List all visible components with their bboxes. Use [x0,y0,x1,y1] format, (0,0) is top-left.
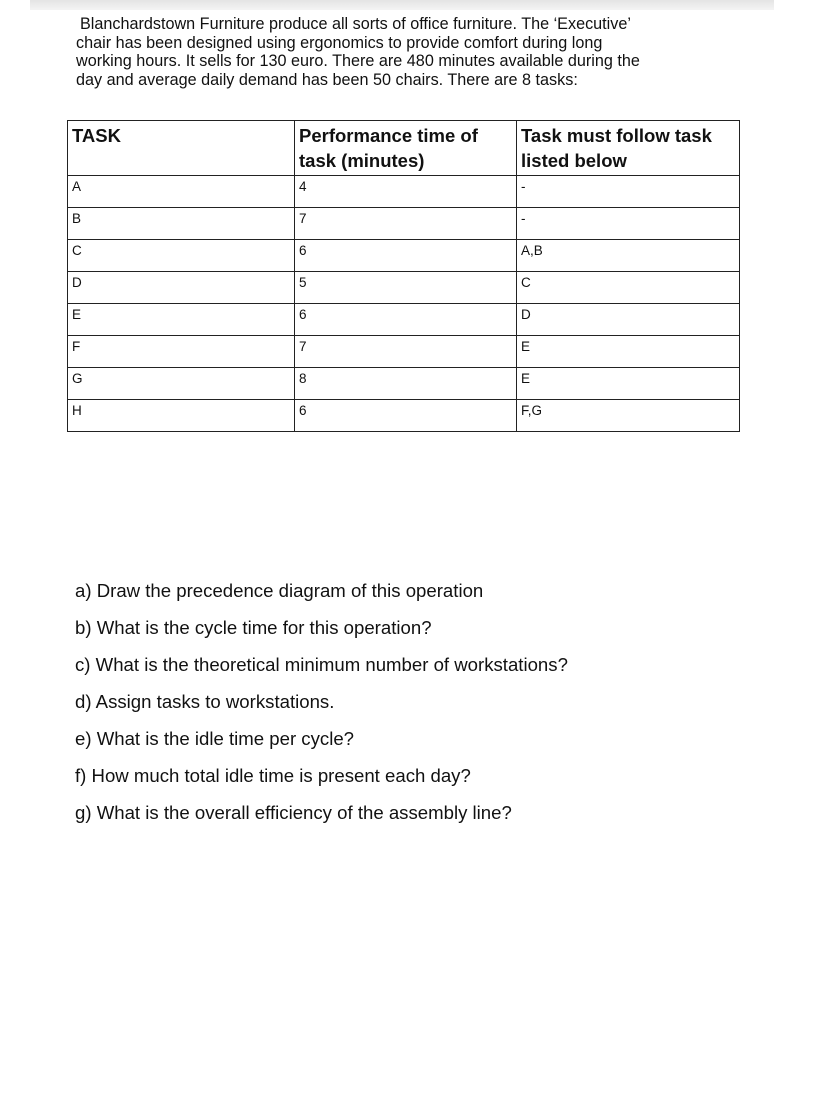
task-cell: B [68,208,295,240]
predecessor-cell: - [517,208,740,240]
time-cell: 6 [295,240,517,272]
time-cell: 5 [295,272,517,304]
table-row [68,368,740,400]
task-cell: D [68,272,295,304]
question-item: b) What is the cycle time for this operation? [75,617,432,638]
task-cell: C [68,240,295,272]
table-row [68,272,740,304]
question-item: a) Draw the precedence diagram of this operation [75,580,484,601]
table-header-row [68,121,740,176]
time-cell: 7 [295,336,517,368]
question-list [75,576,568,835]
intro-line: chair has been designed using ergonomics to provide comfort during long [76,33,603,52]
time-cell: 6 [295,304,517,336]
intro-line: Blanchardstown Furniture produce all sorts of office furniture. The ‘Executive’ [80,15,631,33]
intro-paragraph [76,15,726,89]
table-row [68,304,740,336]
predecessor-cell: E [517,336,740,368]
table-row [68,208,740,240]
time-cell: 4 [295,176,517,208]
header-predecessor: Task must follow task listed below [517,121,740,176]
time-cell: 7 [295,208,517,240]
page-top-edge [30,0,774,10]
question-item: e) What is the idle time per cycle? [75,728,355,749]
task-table [67,120,740,432]
table-row [68,336,740,368]
predecessor-cell: F,G [517,400,740,432]
predecessor-cell: C [517,272,740,304]
task-cell: A [68,176,295,208]
intro-line: working hours. It sells for 130 euro. There are 480 minutes available during the [76,52,640,70]
question-item: c) What is the theoretical minimum number of workstations? [75,654,568,675]
task-cell: E [68,304,295,336]
predecessor-cell: A,B [517,240,740,272]
predecessor-cell: D [517,304,740,336]
header-task: TASK [68,121,295,176]
task-cell: G [68,368,295,400]
intro-line: day and average daily demand has been 50 chairs. There are 8 tasks: [76,70,578,89]
table-row [68,176,740,208]
header-performance-time: Performance time of task (minutes) [295,121,517,176]
table-row [68,240,740,272]
question-item: d) Assign tasks to workstations. [75,691,335,712]
time-cell: 6 [295,400,517,432]
time-cell: 8 [295,368,517,400]
table-row [68,400,740,432]
task-cell: H [68,400,295,432]
question-item: f) How much total idle time is present each day? [75,765,471,786]
question-item: g) What is the overall efficiency of the assembly line? [75,802,512,823]
predecessor-cell: - [517,176,740,208]
predecessor-cell: E [517,368,740,400]
task-cell: F [68,336,295,368]
